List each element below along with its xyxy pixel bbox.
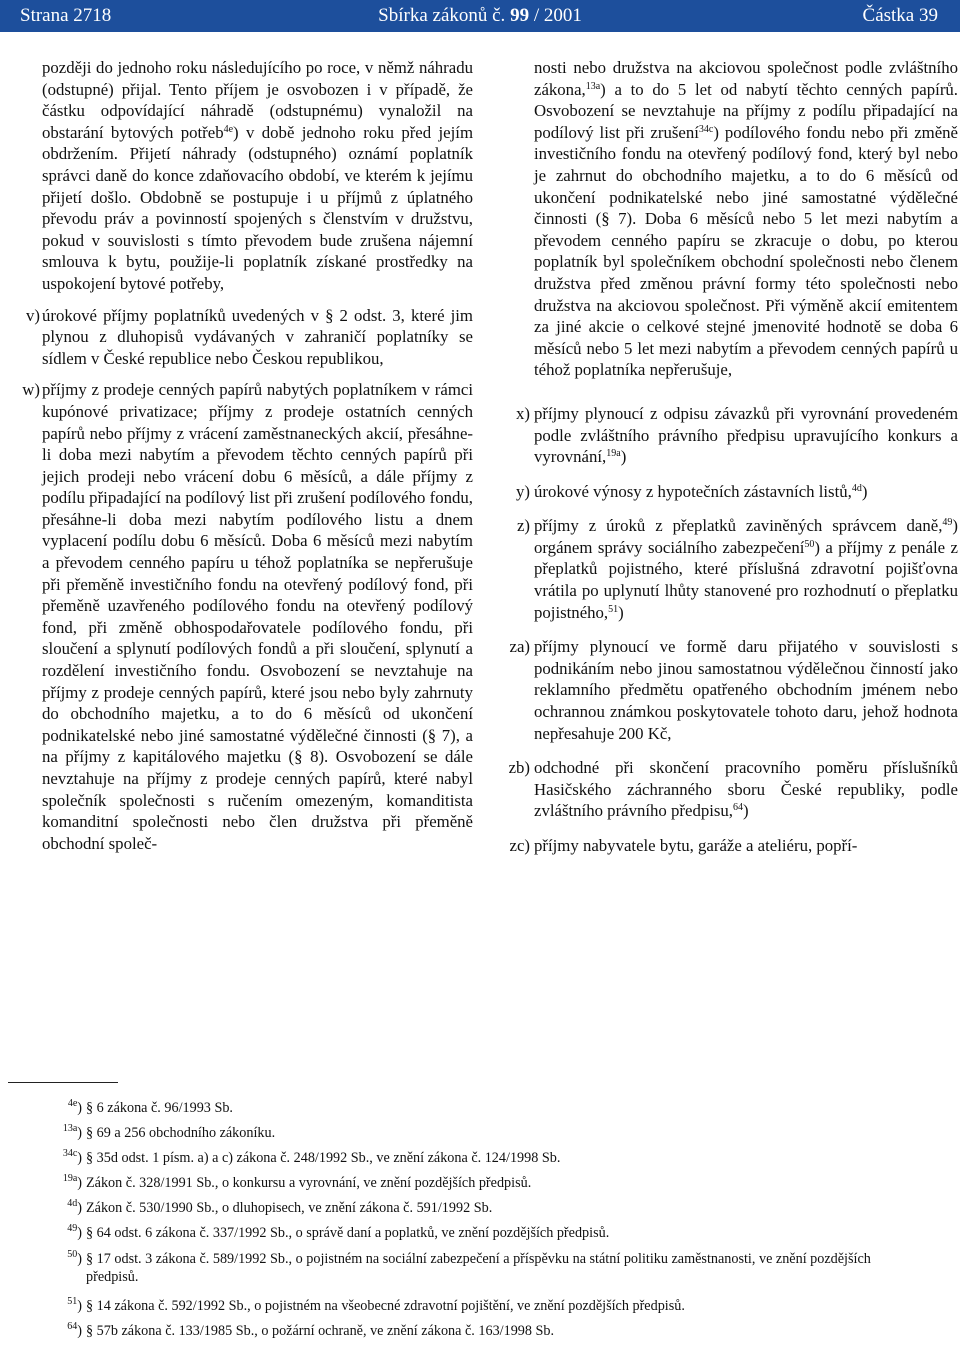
- item-text-z-2: ) orgánem správy sociálního zabezpečení: [534, 516, 958, 557]
- right-column: [508, 57, 959, 857]
- footnote-num-51: $^{51}$): [67, 1296, 82, 1314]
- list-item-zc: [509, 835, 958, 857]
- footnote-num-50-sup: 50: [67, 1249, 78, 1260]
- item-text-z-1: příjmy z úroků z přeplatků zaviněných správcem daně,: [534, 516, 943, 536]
- footnote-text-4e: § 6 zákona č. 96/1993 Sb.: [86, 1100, 233, 1116]
- item-text-y: úrokové výnosy z hypotečních zástavních listů,: [534, 481, 852, 501]
- footnote-num-13a-sup: 13a: [62, 1123, 78, 1134]
- footnote-13a: [62, 1123, 906, 1142]
- item-text-y-block: [534, 481, 958, 503]
- item-text-z-3: ) a příjmy z penále z přeplatků pojistného, které příslušná zdravotní pojišťovna vrátila po uplynutí lhůty stanovené pro rozhodnutí o přeplatku pojistného,: [534, 537, 958, 622]
- footnote-num-64: $^{64}$): [67, 1321, 82, 1339]
- item-mark-zb: zb): [508, 758, 530, 778]
- continuation-text-3: ) podílového fondu nebo při změně investičního fondu na otevřený podílový fond, který byl nebo je zahrnut do obchodního majetku, a to do 6 měsíců od ukončení podnikatelské nebo jiné samostatné výdělečné činnosti (§ 7). Doba 6 měsíců nebo 5 let mezi nabytím a převodem cenného papíru se zkracuje o dobu, po kterou poplatník byl společníkem obchodní společnosti nebo členem družstva před změnou právní formy této společnosti nebo družstva na akciovou společnost. Při výměně akcií emitentem za jiné akcie o celkové stejné jmenovité hodnotě se doba 6 měsíců nebo 5 let mezi nabytím a převodem cenných papírů u téhož poplatníka nepřerušuje,: [534, 122, 959, 380]
- part-number: Částka 39: [862, 5, 938, 26]
- footnote-text-4d: Zákon č. 530/1990 Sb., o dluhopisech, ve znění zákona č. 591/1992 Sb.: [86, 1200, 493, 1216]
- list-item-v: [26, 305, 473, 370]
- footnote-34c: [62, 1148, 906, 1167]
- item-text-v: úrokové příjmy poplatníků uvedených v § 2 odst. 3, které jim plynou z dluhopisů vydávaných v zahraničí poplatníky se sídlem v České republice nebo Českou republikou,: [42, 305, 473, 368]
- item-mark-x: x): [516, 403, 530, 423]
- page-number: Strana 2718: [20, 5, 112, 26]
- intro-paragraph: [42, 57, 473, 295]
- footnote-50: [67, 1249, 906, 1286]
- continuation-text-1: nosti nebo družstva na akciovou společnost podle zvláštního zákona,: [534, 58, 958, 99]
- item-mark-y: y): [516, 481, 530, 501]
- footnote-num-4d-sup: 4d: [67, 1198, 78, 1209]
- item-mark-w: w): [22, 380, 40, 400]
- item-text-z-block: [534, 515, 958, 623]
- collection-title: [0, 5, 960, 27]
- footnote-num-49-sup: 49: [67, 1223, 78, 1234]
- footnote-ref-50: 50: [804, 538, 815, 550]
- footnote-text-13a: § 69 a 256 obchodního zákoníku.: [86, 1125, 276, 1141]
- list-item-y: [516, 481, 958, 503]
- item-text-zb: odchodné při skončení pracovního poměru příslušníků Hasičského záchranného sboru České republiky, podle zvláštního právního předpisu,: [534, 758, 958, 821]
- footnote-text-34c: § 35d odst. 1 písm. a) a c) zákona č. 248/1992 Sb., ve znění zákona č. 124/1998 Sb.: [86, 1150, 561, 1166]
- footnote-19a: [62, 1173, 906, 1192]
- continuation-paragraph: [534, 57, 958, 381]
- list-item-w: [22, 379, 473, 854]
- item-text-x-block: [534, 403, 958, 468]
- footnote-num-4e-sup: 4e: [67, 1098, 78, 1109]
- page-header: [0, 0, 960, 32]
- footnote-divider: [8, 1082, 118, 1083]
- footnote-num-51-sup: 51: [67, 1296, 78, 1307]
- item-text-x-tail: ): [620, 447, 627, 467]
- footnote-num-4d: $^{4d}$): [67, 1198, 82, 1216]
- footnote-49: [67, 1223, 906, 1242]
- item-text-zb-tail: ): [743, 801, 749, 821]
- item-text-zb-block: [534, 757, 958, 822]
- collection-number: 99: [510, 5, 530, 26]
- footnote-num-4e: $^{4e}$): [67, 1098, 82, 1116]
- footnote-num-19a-sup: 19a: [62, 1173, 78, 1184]
- footnote-num-49: $^{49}$): [67, 1223, 82, 1241]
- item-mark-z: z): [516, 516, 530, 536]
- footnote-ref-4d: 4d: [851, 482, 862, 494]
- collection-year: / 2001: [529, 5, 582, 26]
- item-mark-za: za): [509, 637, 530, 657]
- footnote-ref-49: 49: [942, 517, 953, 529]
- footnote-num-34c: $^{34c}$): [62, 1148, 82, 1166]
- continuation-text-2: ) a to do 5 let od nabytí těchto cenných papírů. Osvobození se nevztahuje na příjmy z podílu připadající na podílový list při zrušení: [534, 79, 958, 142]
- footnote-ref-4e: 4e: [223, 123, 234, 135]
- item-mark-v: v): [26, 305, 40, 325]
- collection-title-prefix: Sbírka zákonů č.: [378, 5, 511, 26]
- footnote-ref-51: 51: [608, 603, 619, 615]
- intro-text-2: ) v době jednoho roku před jejím obdržením. Přijetí náhrady (odstupného) oznámí poplatník správci daně do konce zdaňovacího období, ve kterém k jejímu přijetí došlo. Obdobně se postupuje i u příjmů z úplatného převodu práv a povinností spojených s členstvím v družstvu, pokud v souvislosti s tímto převodem bude zrušena nájemní smlouva k bytu, použije-li poplatník získané prostředky na uspokojení bytové potřeby,: [42, 122, 474, 293]
- footnote-num-13a: $^{13a}$): [62, 1123, 82, 1141]
- footnote-text-49: § 64 odst. 6 zákona č. 337/1992 Sb., o správě daní a poplatků, ve znění pozdějších předpisů.: [86, 1225, 610, 1241]
- footnote-ref-13a: 13a: [585, 80, 601, 92]
- footnote-num-34c-sup: 34c: [62, 1148, 78, 1159]
- item-text-z-4: ): [618, 602, 624, 622]
- left-column: [22, 57, 474, 854]
- footnote-num-64-sup: 64: [67, 1321, 78, 1332]
- footnote-text-64: § 57b zákona č. 133/1985 Sb., o požární ochraně, ve znění zákona č. 163/1998 Sb.: [86, 1323, 555, 1339]
- item-text-x: příjmy plynoucí z odpisu závazků při vyrovnání provedeném podle zvláštního právního předpisu upravujícího konkurs a vyrovnání,: [534, 403, 958, 467]
- footnote-51: [67, 1296, 906, 1315]
- list-item-z: [516, 515, 958, 623]
- item-text-za: příjmy plynoucí ve formě daru přijatého v souvislosti s podnikáním nebo jinou samostatnou výdělečnou činností jako reklamního předmětu opatřeného obchodním jménem nebo ochrannou známkou poskytovatele tohoto daru, jehož hodnota nepřesahuje 200 Kč,: [534, 637, 958, 743]
- footnote-ref-64: 64: [733, 802, 744, 814]
- item-text-zc: příjmy nabyvatele bytu, garáže a ateliéru, popří-: [534, 836, 858, 855]
- footnote-num-19a: $^{19a}$): [62, 1173, 82, 1191]
- item-text-y-tail: ): [861, 481, 868, 501]
- footnote-num-50: $^{50}$): [67, 1249, 82, 1267]
- footnote-text-50: § 17 odst. 3 zákona č. 589/1992 Sb., o pojistném na sociální zabezpečení a příspěvku na státní politiku zaměstnanosti, ve znění pozdějších předpisů.: [86, 1251, 871, 1285]
- footnote-4e: [67, 1098, 906, 1117]
- footnote-ref-34c: 34c: [698, 123, 714, 135]
- list-item-za: [509, 636, 958, 744]
- footnote-text-19a: Zákon č. 328/1991 Sb., o konkursu a vyrovnání, ve znění pozdějších předpisů.: [86, 1175, 532, 1191]
- item-mark-zc: zc): [509, 836, 530, 855]
- intro-text-1: později do jednoho roku následujícího po roce, v němž náhradu (odstupné) přijal. Tento příjem je osvobozen i v případě, že částku odpovídající náhradě (odstupnému) vynaložil na obstarání bytových potřeb: [42, 58, 473, 142]
- footnote-64: [67, 1321, 906, 1340]
- footnote-4d: [67, 1198, 906, 1217]
- list-item-x: [516, 403, 958, 468]
- list-item-zb: [508, 757, 958, 822]
- footnote-ref-19a: 19a: [606, 448, 621, 460]
- item-text-w: příjmy z prodeje cenných papírů nabytých poplatníkem v rámci kupónové privatizace; příjmy z prodeje ostatních cenných papírů nebo příjmy z vrácení zaměstnaneckých akcií, přesáhne-li doba mezi nabytím a převodem těchto cenných papírů při jejich prodeji nebo vrácení dobu 6 měsíců, a dále příjmy z podílu připadající na podílový list při zrušení podílového fondu, přesáhne-li doba mezi nabytím podílového listu a dnem vyplacení podílu dobu 6 měsíců. Doba 6 měsíců mezi nabytím a převodem cenného papíru u téhož poplatníka se nepřerušuje při přeměně investičního fondu na otevřený podílový fond, při přeměně uzavřeného podílového fondu na otevřený podílový fond, při změně obhospodařovatele podílového fondu, při sloučení a splynutí podílových fondů a při sloučení, splynutí a rozdělení investičního fondu. Osvobození se nevztahuje na příjmy z prodeje cenných papírů, které jsou nebo byly zahrnuty do obchodního majetku, a to do 6 měsíců od ukončení podnikatelské nebo jiné samostatné výdělečné činnosti (§ 7), a na příjmy z kapitálového majetku (§ 8). Osvobození se dále nevztahuje na příjmy z prodeje cenných papírů, které nabyl společník společnosti s ručením omezeným, komanditista komanditní společnosti nebo člen družstva při přeměně obchodní společ-: [42, 380, 473, 853]
- footnote-text-51: § 14 zákona č. 592/1992 Sb., o pojistném na všeobecné zdravotní pojištění, ve znění pozdějších předpisů.: [86, 1298, 685, 1314]
